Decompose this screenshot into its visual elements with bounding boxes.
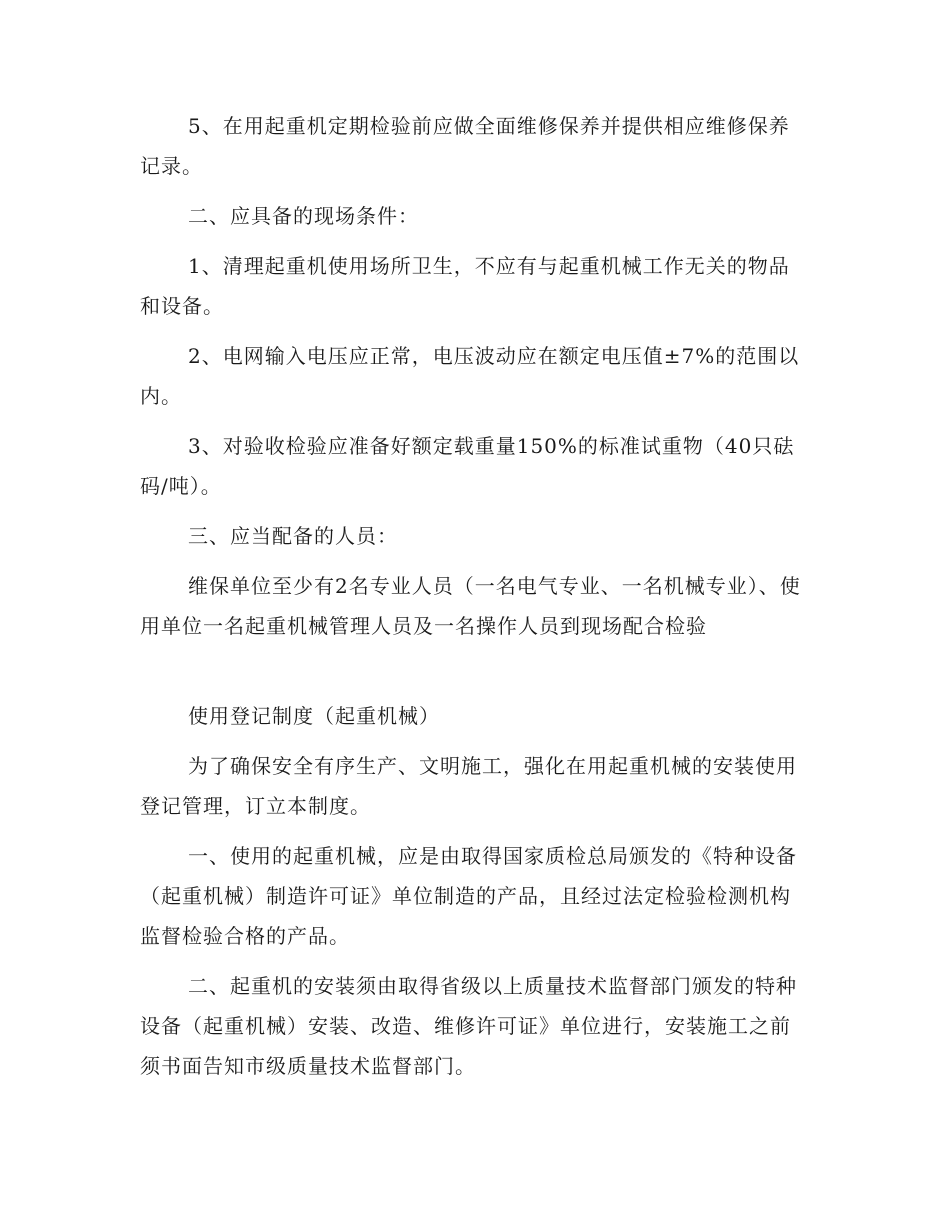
- paragraph-voltage: 2、电网输入电压应正常，电压波动应在额定电压值±7%的范围以内。: [140, 344, 800, 408]
- paragraph-rule-two: 二、起重机的安装须由取得省级以上质量技术监督部门颁发的特种设备（起重机械）安装、改造、维修许可证》单位进行，安装施工之前须书面告知市级质量技术监督部门。: [140, 974, 797, 1078]
- paragraph-maintenance-record: 5、在用起重机定期检验前应做全面维修保养并提供相应维修保养记录。: [140, 114, 790, 178]
- section-title-registration: 使用登记制度（起重机械）: [188, 704, 440, 728]
- paragraph-clean-site: 1、清理起重机使用场所卫生，不应有与起重机械工作无关的物品和设备。: [140, 254, 790, 318]
- paragraph-personnel-detail: 维保单位至少有2名专业人员（一名电气专业、一名机械专业）、使用单位一名起重机械管理人员及一名操作人员到现场配合检验: [140, 574, 801, 638]
- heading-site-conditions: 二、应具备的现场条件：: [188, 204, 419, 228]
- heading-personnel: 三、应当配备的人员：: [188, 524, 398, 548]
- paragraph-rule-one: 一、使用的起重机械，应是由取得国家质检总局颁发的《特种设备（起重机械）制造许可证》单位制造的产品，且经过法定检验检测机构监督检验合格的产品。: [140, 844, 797, 948]
- paragraph-test-weight: 3、对验收检验应准备好额定载重量150%的标准试重物（40只砝码/吨）。: [140, 434, 795, 498]
- paragraph-purpose: 为了确保安全有序生产、文明施工，强化在用起重机械的安装使用登记管理，订立本制度。: [140, 754, 797, 818]
